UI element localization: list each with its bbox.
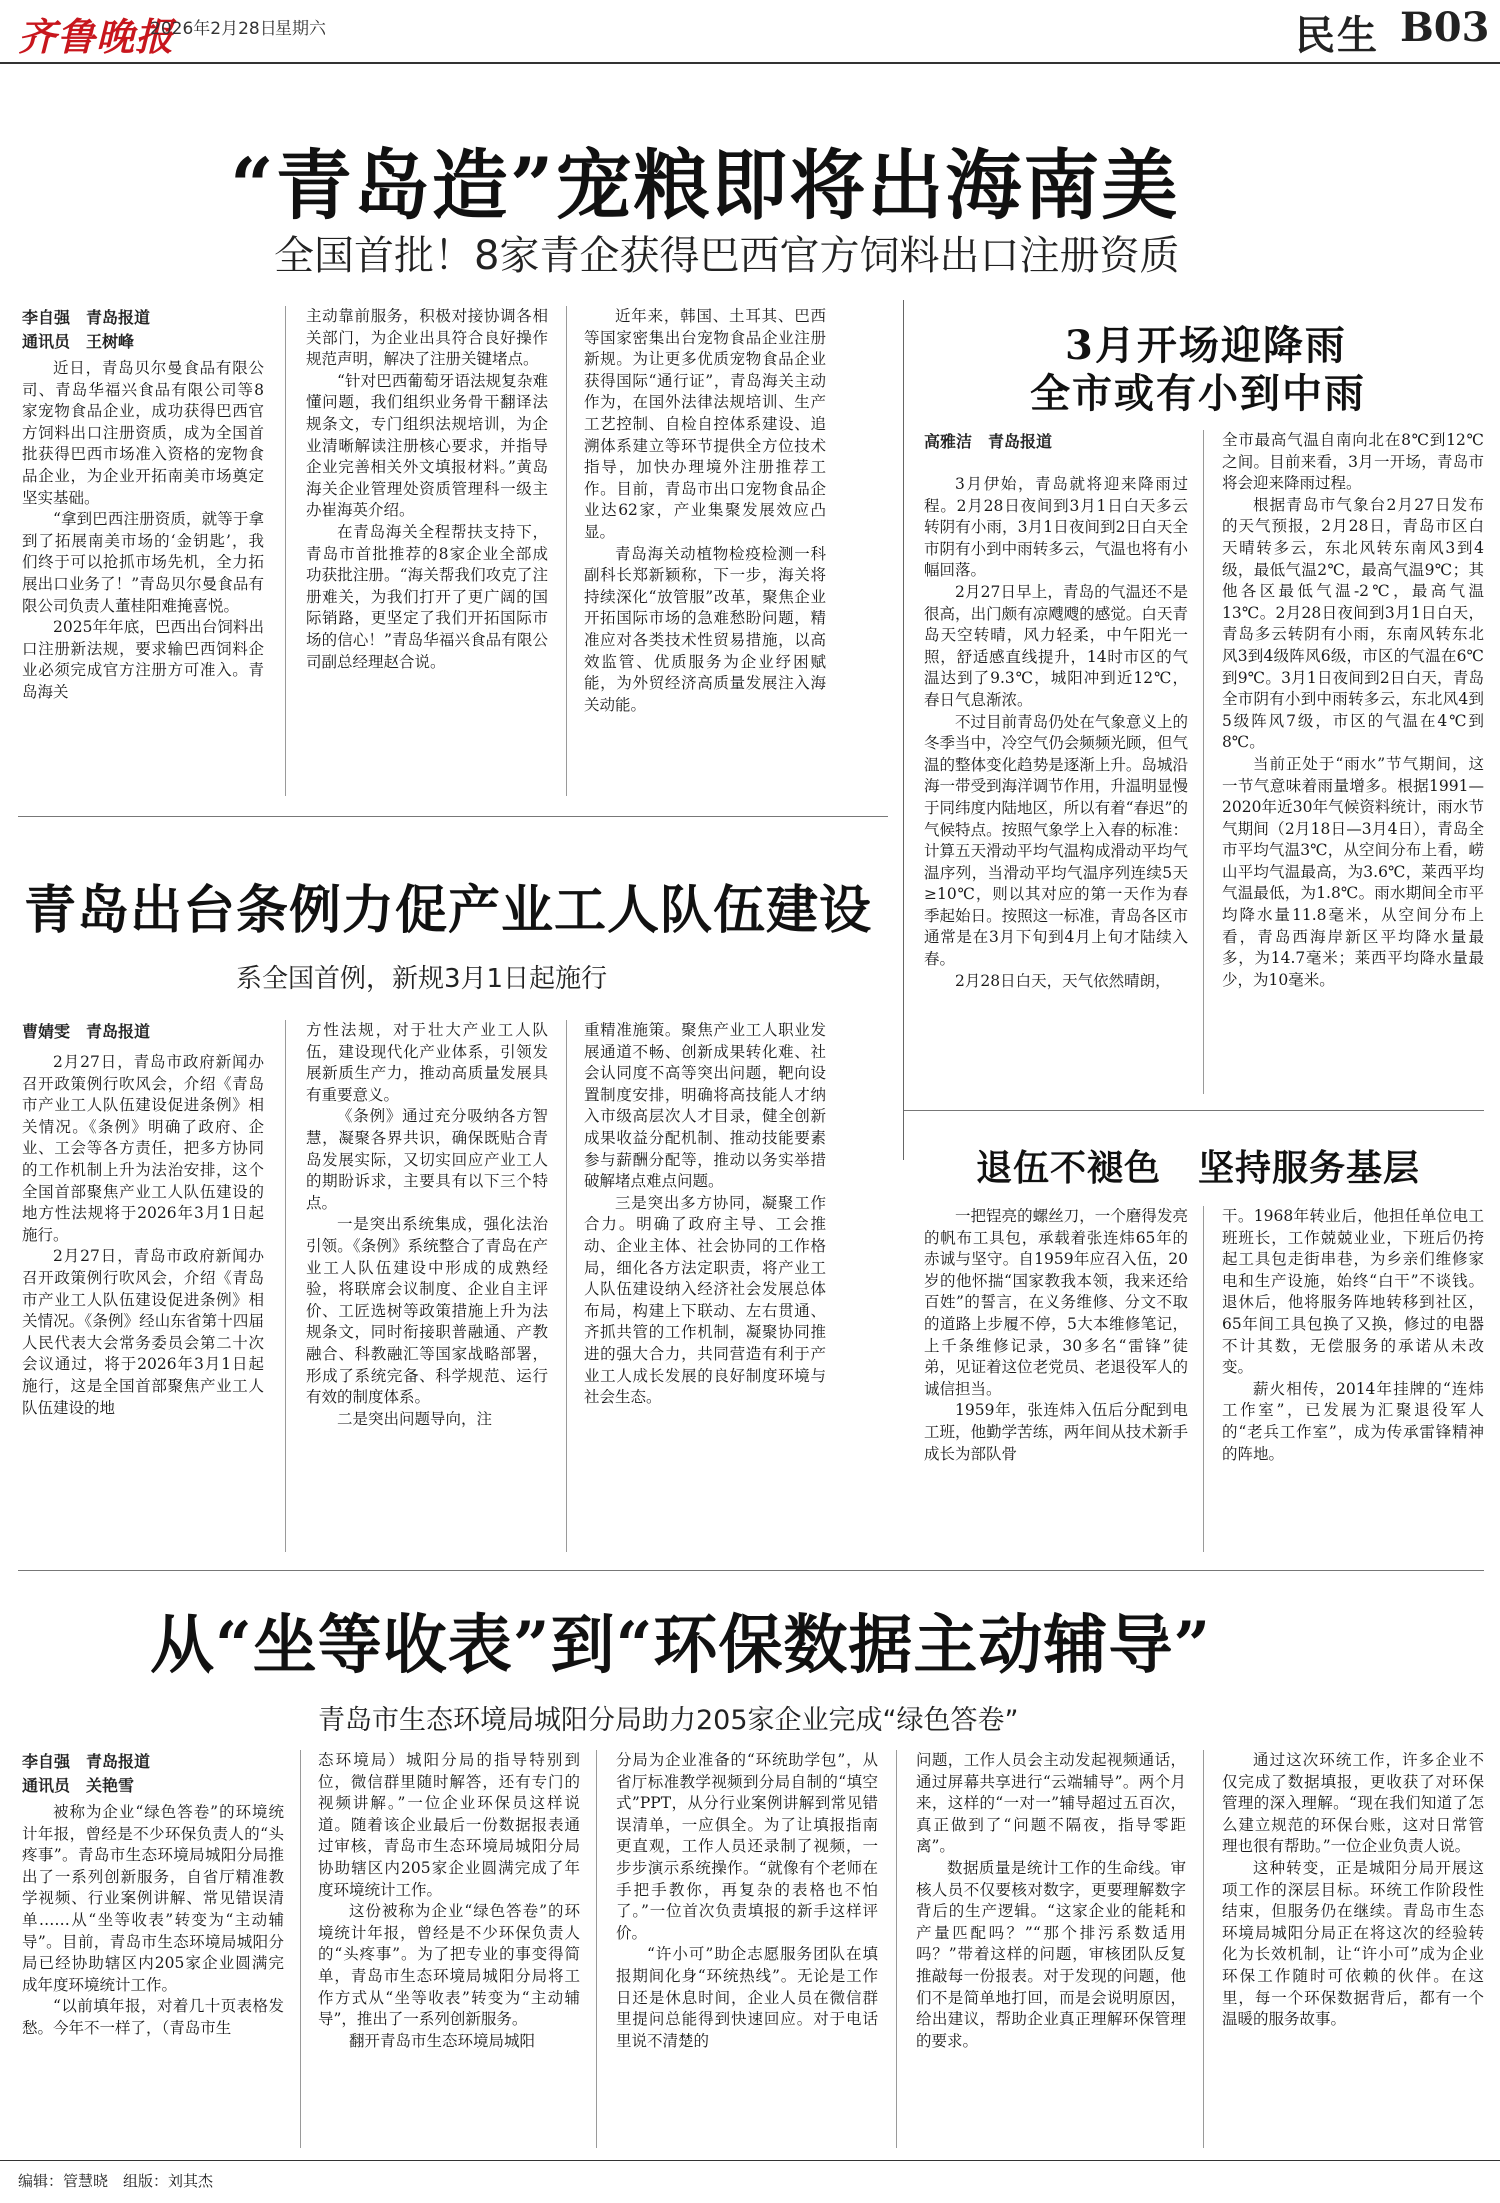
paragraph: 近年来，韩国、土耳其、巴西等国家密集出台宠物食品企业注册新规。为让更多优质宠物食品企业获得国际“通行证”，青岛海关主动作为，在国外法律法规培训、生产工艺控制、自检自控体系建设、追溯体系建立等环节提供全方位技术指导，加快办理境外注册推荐工作。目前，青岛市出口宠物食品企业达62家，产业集聚发展效应凸显。 [584, 307, 826, 541]
paragraph: 2月28日白天，天气依然晴朗， [955, 971, 1171, 990]
paragraph: 3月伊始，青岛就将迎来降雨过程。2月28日夜间到3月1日白天多云转阴有小雨，3月1日夜间到2日白天全市阴有小到中雨转多云，气温也将有小幅回落。 [924, 475, 1188, 580]
paragraph: 一把锃亮的螺丝刀，一个磨得发亮的帆布工具包，承载着张连炜65年的赤诚与坚守。自1959年应召入伍，20岁的他怀揣“国家教我本领，我来还给百姓”的誓言，在义务维修、分文不取的道路上步履不停，5大本维修笔记，上千条维修记录，30多名“雷锋”徒弟，见证着这位老党员、老退役军人的诚信担当。 [924, 1207, 1188, 1398]
story5-column-5 [1222, 1750, 1484, 2148]
paragraph: 三是突出多方协同，凝聚工作合力。明确了政府主导、工会推动、企业主体、社会协同的工作格局，细化各方法定职责，将产业工人队伍建设纳入经济社会发展总体布局，构建上下联动、左右贯通、齐抓共管的工作机制，凝聚协同推进的强大合力，共同营造有利于产业工人成长发展的良好制度环境与社会生态。 [584, 1193, 826, 1407]
story1-headline: “青岛造”宠粮即将出海南美 [230, 141, 1180, 230]
paragraph: 薪火相传，2014年挂牌的“连炜工作室”，已发展为汇聚退役军人的“老兵工作室”，成为传承雷锋精神的阵地。 [1222, 1379, 1484, 1463]
story2-column-1 [924, 474, 1188, 1094]
story3-column-3 [584, 1020, 826, 1552]
paragraph: “拿到巴西注册资质，就等于拿到了拓展南美市场的‘金钥匙’，我们终于可以抢抓市场先机，全力拓展出口业务了！”青岛贝尔曼食品有限公司负责人董桂阳难掩喜悦。 [22, 510, 264, 615]
newspaper-logo: 齐鲁晚报 [18, 14, 175, 59]
paragraph: “许小可”助企志愿服务团队在填报期间化身“环统热线”。无论是工作日还是休息时间，企业人员在微信群里提问总能得到快速回应。对于电话里说不清楚的 [616, 1945, 878, 2050]
story5-subhead: 青岛市生态环境局城阳分局助力205家企业完成“绿色答卷” [318, 1705, 1019, 1736]
page-number: B03 [1400, 4, 1490, 51]
paragraph: 方性法规，对于壮大产业工人队伍，建设现代化产业体系，引领发展新质生产力，推动高质量发展具有重要意义。 [306, 1021, 548, 1104]
story5-column-3 [616, 1750, 878, 2148]
story5-column-1 [22, 1802, 284, 2148]
story3-byline: 曹婧雯 青岛报道 [22, 1022, 151, 1041]
story5-headline: 从“坐等收表”到“环保数据主动辅导” [150, 1608, 1212, 1683]
story1-byline: 李自强 青岛报道 [22, 308, 151, 327]
paragraph: 通过这次环统工作，许多企业不仅完成了数据填报，更收获了对环保管理的深入理解。“现在我们知道了怎么建立规范的环保台账，这对日常管理也很有帮助。”一位企业负责人说。 [1222, 1751, 1484, 1856]
paragraph: 分局为企业准备的“环统助学包”，从省厅标准教学视频到分局自制的“填空式”PPT，从分行业案例讲解到常见错误清单，一应俱全。为了让填报指南更直观，工作人员还录制了视频，一步步演示系统操作。“就像有个老师在手把手教你，再复杂的表格也不怕了。”一位首次负责填报的新手这样评价。 [616, 1751, 878, 1942]
story2-byline: 高雅洁 青岛报道 [924, 432, 1053, 451]
page-credits [18, 2170, 213, 2191]
issue-weekday: 星期六 [275, 19, 326, 39]
paragraph: 1959年，张连炜入伍后分配到电工班，他勤学苦练，两年间从技术新手成长为部队骨 [924, 1401, 1188, 1463]
masthead-rule [0, 62, 1500, 64]
story1-subhead: 全国首批！8家青企获得巴西官方饲料出口注册资质 [274, 233, 1180, 279]
story2-headline: 3月开场迎降雨 [1065, 322, 1347, 369]
story5-column-2 [318, 1750, 580, 2148]
paragraph: 这份被称为企业“绿色答卷”的环境统计年报，曾经是不少环保负责人的“头疼事”。为了把专业的事变得简单，青岛市生态环境局城阳分局将工作方式从“坐等收表”转变为“主动辅导”，推出了一系列创新服务。 [318, 1902, 580, 2029]
paragraph: 2025年年底，巴西出台饲料出口注册新法规，要求输巴西饲料企业必须完成官方注册方可准入。青岛海关 [22, 618, 264, 701]
paragraph: 主动靠前服务，积极对接协调各相关部门，为企业出具符合良好操作规范声明，解决了注册关键堵点。 [306, 307, 548, 369]
paragraph: 被称为企业“绿色答卷”的环境统计年报，曾经是不少环保负责人的“头疼事”。青岛市生态环境局城阳分局推出了一系列创新服务，自省厅精准教学视频、行业案例讲解、常见错误清单……从“坐等收表”转变为“主动辅导”。目前，青岛市生态环境局城阳分局已经协助辖区内205家企业圆满完成年度环境统计工作。 [22, 1803, 284, 1994]
story5-byline-correspondent: 通讯员 关艳雪 [22, 1776, 135, 1795]
story2-headline-line2: 全市或有小到中雨 [1030, 370, 1366, 417]
story5-column-4 [916, 1750, 1186, 2148]
paragraph: 《条例》通过充分吸纳各方智慧，凝聚各界共识，确保既贴合青岛发展实际，又切实回应产业工人的期盼诉求，主要具有以下三个特点。 [306, 1107, 548, 1212]
paragraph: 在青岛海关全程帮扶支持下，青岛市首批推荐的8家企业全部成功获批注册。“海关帮我们攻克了注册难关，为我们打开了更广阔的国际销路，更坚定了我们开拓国际市场的信心！”青岛华福兴食品有限公司副总经理赵合说。 [306, 522, 548, 671]
paragraph: 2月27日，青岛市政府新闻办召开政策例行吹风会，介绍《青岛市产业工人队伍建设促进条例》相关情况。《条例》经山东省第十四届人民代表大会常务委员会第二十次会议通过，将于2026年3月1日起施行，这是全国首部聚焦产业工人队伍建设的地 [22, 1247, 264, 1417]
paragraph: 态环境局）城阳分局的指导特别到位，微信群里随时解答，还有专门的视频讲解。”一位企业环保员这样说道。随着该企业最后一份数据报表通过审核，青岛市生态环境局城阳分局协助辖区内205家企业圆满完成了年度环境统计工作。 [318, 1751, 580, 1899]
story3-headline: 青岛出台条例力促产业工人队伍建设 [24, 880, 873, 941]
paragraph: 2月27日，青岛市政府新闻办召开政策例行吹风会，介绍《青岛市产业工人队伍建设促进条例》相关情况。《条例》明确了政府、企业、工会等各方责任，把多方协同的工作机制上升为法治安排，这个全国首部聚焦产业工人队伍建设的地方性法规将于2026年3月1日起施行。 [22, 1053, 264, 1244]
story5-byline: 李自强 青岛报道 [22, 1752, 151, 1771]
story3-column-2 [306, 1020, 548, 1552]
story4-column-1 [924, 1206, 1188, 1552]
story3-subhead: 系全国首例，新规3月1日起施行 [236, 964, 608, 994]
story1-column-2 [306, 306, 548, 796]
story2-column-2 [1222, 430, 1484, 1094]
paragraph: 不过目前青岛仍处在气象意义上的冬季当中，冷空气仍会频频光顾，但气温的整体变化趋势是逐渐上升。岛城沿海一带受到海洋调节作用，升温明显慢于同纬度内陆地区，所以有着“春迟”的气候特点。按照气象学上入春的标准：计算五天滑动平均气温构成滑动平均气温序列，当滑动平均气温序列连续5天≥10℃，则以其对应的第一天作为春季起始日。按照这一标准，青岛各区市通常是在3月下旬到4月上旬才陆续入春。 [924, 712, 1188, 969]
story4-headline: 退伍不褪色 坚持服务基层 [976, 1147, 1421, 1189]
story4-column-2 [1222, 1206, 1484, 1552]
paragraph: 数据质量是统计工作的生命线。审核人员不仅要核对数字，更要理解数字背后的生产逻辑。“这家企业的能耗和产量匹配吗？”“那个排污系数适用吗？”带着这样的问题，审核团队反复推敲每一份报表。对于发现的问题，他们不是简单地打回，而是会说明原因，给出建议，帮助企业真正理解环保管理的要求。 [916, 1858, 1186, 2050]
layout-credit: 组版：刘其杰 [123, 2172, 214, 2190]
paragraph: 青岛海关动植物检疫检测一科副科长郑新颖称，下一步，海关将持续深化“放管服”改革，聚焦企业开拓国际市场的急难愁盼问题，精准应对各类技术性贸易措施，以高效监管、优质服务为企业纾困赋能，为外贸经济高质量发展注入海关动能。 [584, 544, 826, 714]
story1-byline-correspondent: 通讯员 王树峰 [22, 332, 135, 351]
paragraph: 二是突出问题导向，注 [337, 1409, 493, 1428]
paragraph: 当前正处于“雨水”节气期间，这一节气意味着雨量增多。根据1991—2020年近30年气候资料统计，雨水节气期间（2月18日—3月4日），青岛全市平均气温3℃，从空间分布上看，崂山平均气温最高，为3.6℃，莱西平均气温最低，为1.8℃。雨水期间全市平均降水量11.8毫米，从空间分布上看，青岛西海岸新区平均降水量最多，为14.7毫米；莱西平均降水量最少，为10毫米。 [1222, 754, 1484, 989]
issue-date: 2026年2月28日 [150, 19, 277, 39]
paragraph: 这种转变，正是城阳分局开展这项工作的深层目标。环统工作阶段性结束，但服务仍在继续。青岛市生态环境局城阳分局正在将这次的经验转化为长效机制，让“许小可”成为企业环保工作随时可依赖的伙伴。在这里，每一个环保数据背后，都有一个温暖的服务故事。 [1222, 1858, 1484, 2029]
paragraph: 2月27日早上，青岛的气温还不是很高，出门颇有凉飕飕的感觉。白天青岛天空转晴，风力轻柔，中午阳光一照，舒适感直线提升，14时市区的气温达到了9.3℃，城阳冲到近12℃，春日气息渐浓。 [924, 582, 1188, 709]
section-name: 民生 [1295, 12, 1379, 59]
paragraph: 重精准施策。聚焦产业工人职业发展通道不畅、创新成果转化难、社会认同度不高等突出问题，靶向设置制度安排，明确将高技能人才纳入市级高层次人才目录，健全创新成果收益分配机制、推动技能要素参与薪酬分配等，推动以务实举措破解堵点难点问题。 [584, 1021, 826, 1191]
paragraph: 干。1968年转业后，他担任单位电工班班长，工作兢兢业业，下班后仍挎起工具包走街串巷，为乡亲们维修家电和生产设施，始终“白干”不谈钱。退休后，他将服务阵地转移到社区，65年间工具包换了又换，修过的电器不计其数，无偿服务的承诺从未改变。 [1222, 1207, 1484, 1377]
paragraph: 一是突出系统集成，强化法治引领。《条例》系统整合了青岛在产业工人队伍建设中形成的成熟经验，将联席会议制度、企业自主评价、工匠选树等政策措施上升为法规条文，同时衔接职普融通、产教融合、科教融汇等国家战略部署，形成了系统完备、科学规范、运行有效的制度体系。 [306, 1215, 548, 1407]
paragraph: “针对巴西葡萄牙语法规复杂难懂问题，我们组织业务骨干翻译法规条文，专门组织法规培训，为企业清晰解读注册核心要求，并指导企业完善相关外文填报材料。”黄岛海关企业管理处资质管理科一级主办崔海英介绍。 [306, 371, 548, 520]
paragraph: “以前填年报，对着几十页表格发愁。今年不一样了，（青岛市生 [22, 1997, 284, 2037]
paragraph: 翻开青岛市生态环境局城阳 [349, 2031, 536, 2050]
paragraph: 全市最高气温自南向北在8℃到12℃之间。目前来看，3月一开场，青岛市将会迎来降雨过程。 [1222, 431, 1484, 493]
paragraph: 根据青岛市气象台2月27日发布的天气预报，2月28日，青岛市区白天晴转多云，东北风转东南风3到4级，最低气温2℃，最高气温9℃；其他各区最低气温-2℃，最高气温13℃。2月28日夜间到3月1日白天，青岛多云转阴有小雨，东南风转东北风3到4级阵风6级，市区的气温在6℃到9℃。3月1日夜间到2日白天，青岛全市阴有小到中雨转多云，东北风4到5级阵风7级，市区的气温在4℃到8℃。 [1222, 495, 1484, 752]
editor-credit: 编辑：管慧晓 [18, 2172, 109, 2190]
story1-column-3 [584, 306, 826, 796]
story1-column-1 [22, 358, 264, 796]
story3-column-1 [22, 1052, 264, 1552]
paragraph: 近日，青岛贝尔曼食品有限公司、青岛华福兴食品有限公司等8家宠物食品企业，成功获得巴西官方饲料出口注册资质，成为全国首批获得巴西市场准入资格的宠物食品企业，为企业开拓南美市场奠定坚实基础。 [22, 359, 264, 507]
paragraph: 问题，工作人员会主动发起视频通话，通过屏幕共享进行“云端辅导”。两个月来，这样的“一对一”辅导超过五百次，真正做到了“问题不隔夜，指导零距离”。 [916, 1751, 1186, 1856]
